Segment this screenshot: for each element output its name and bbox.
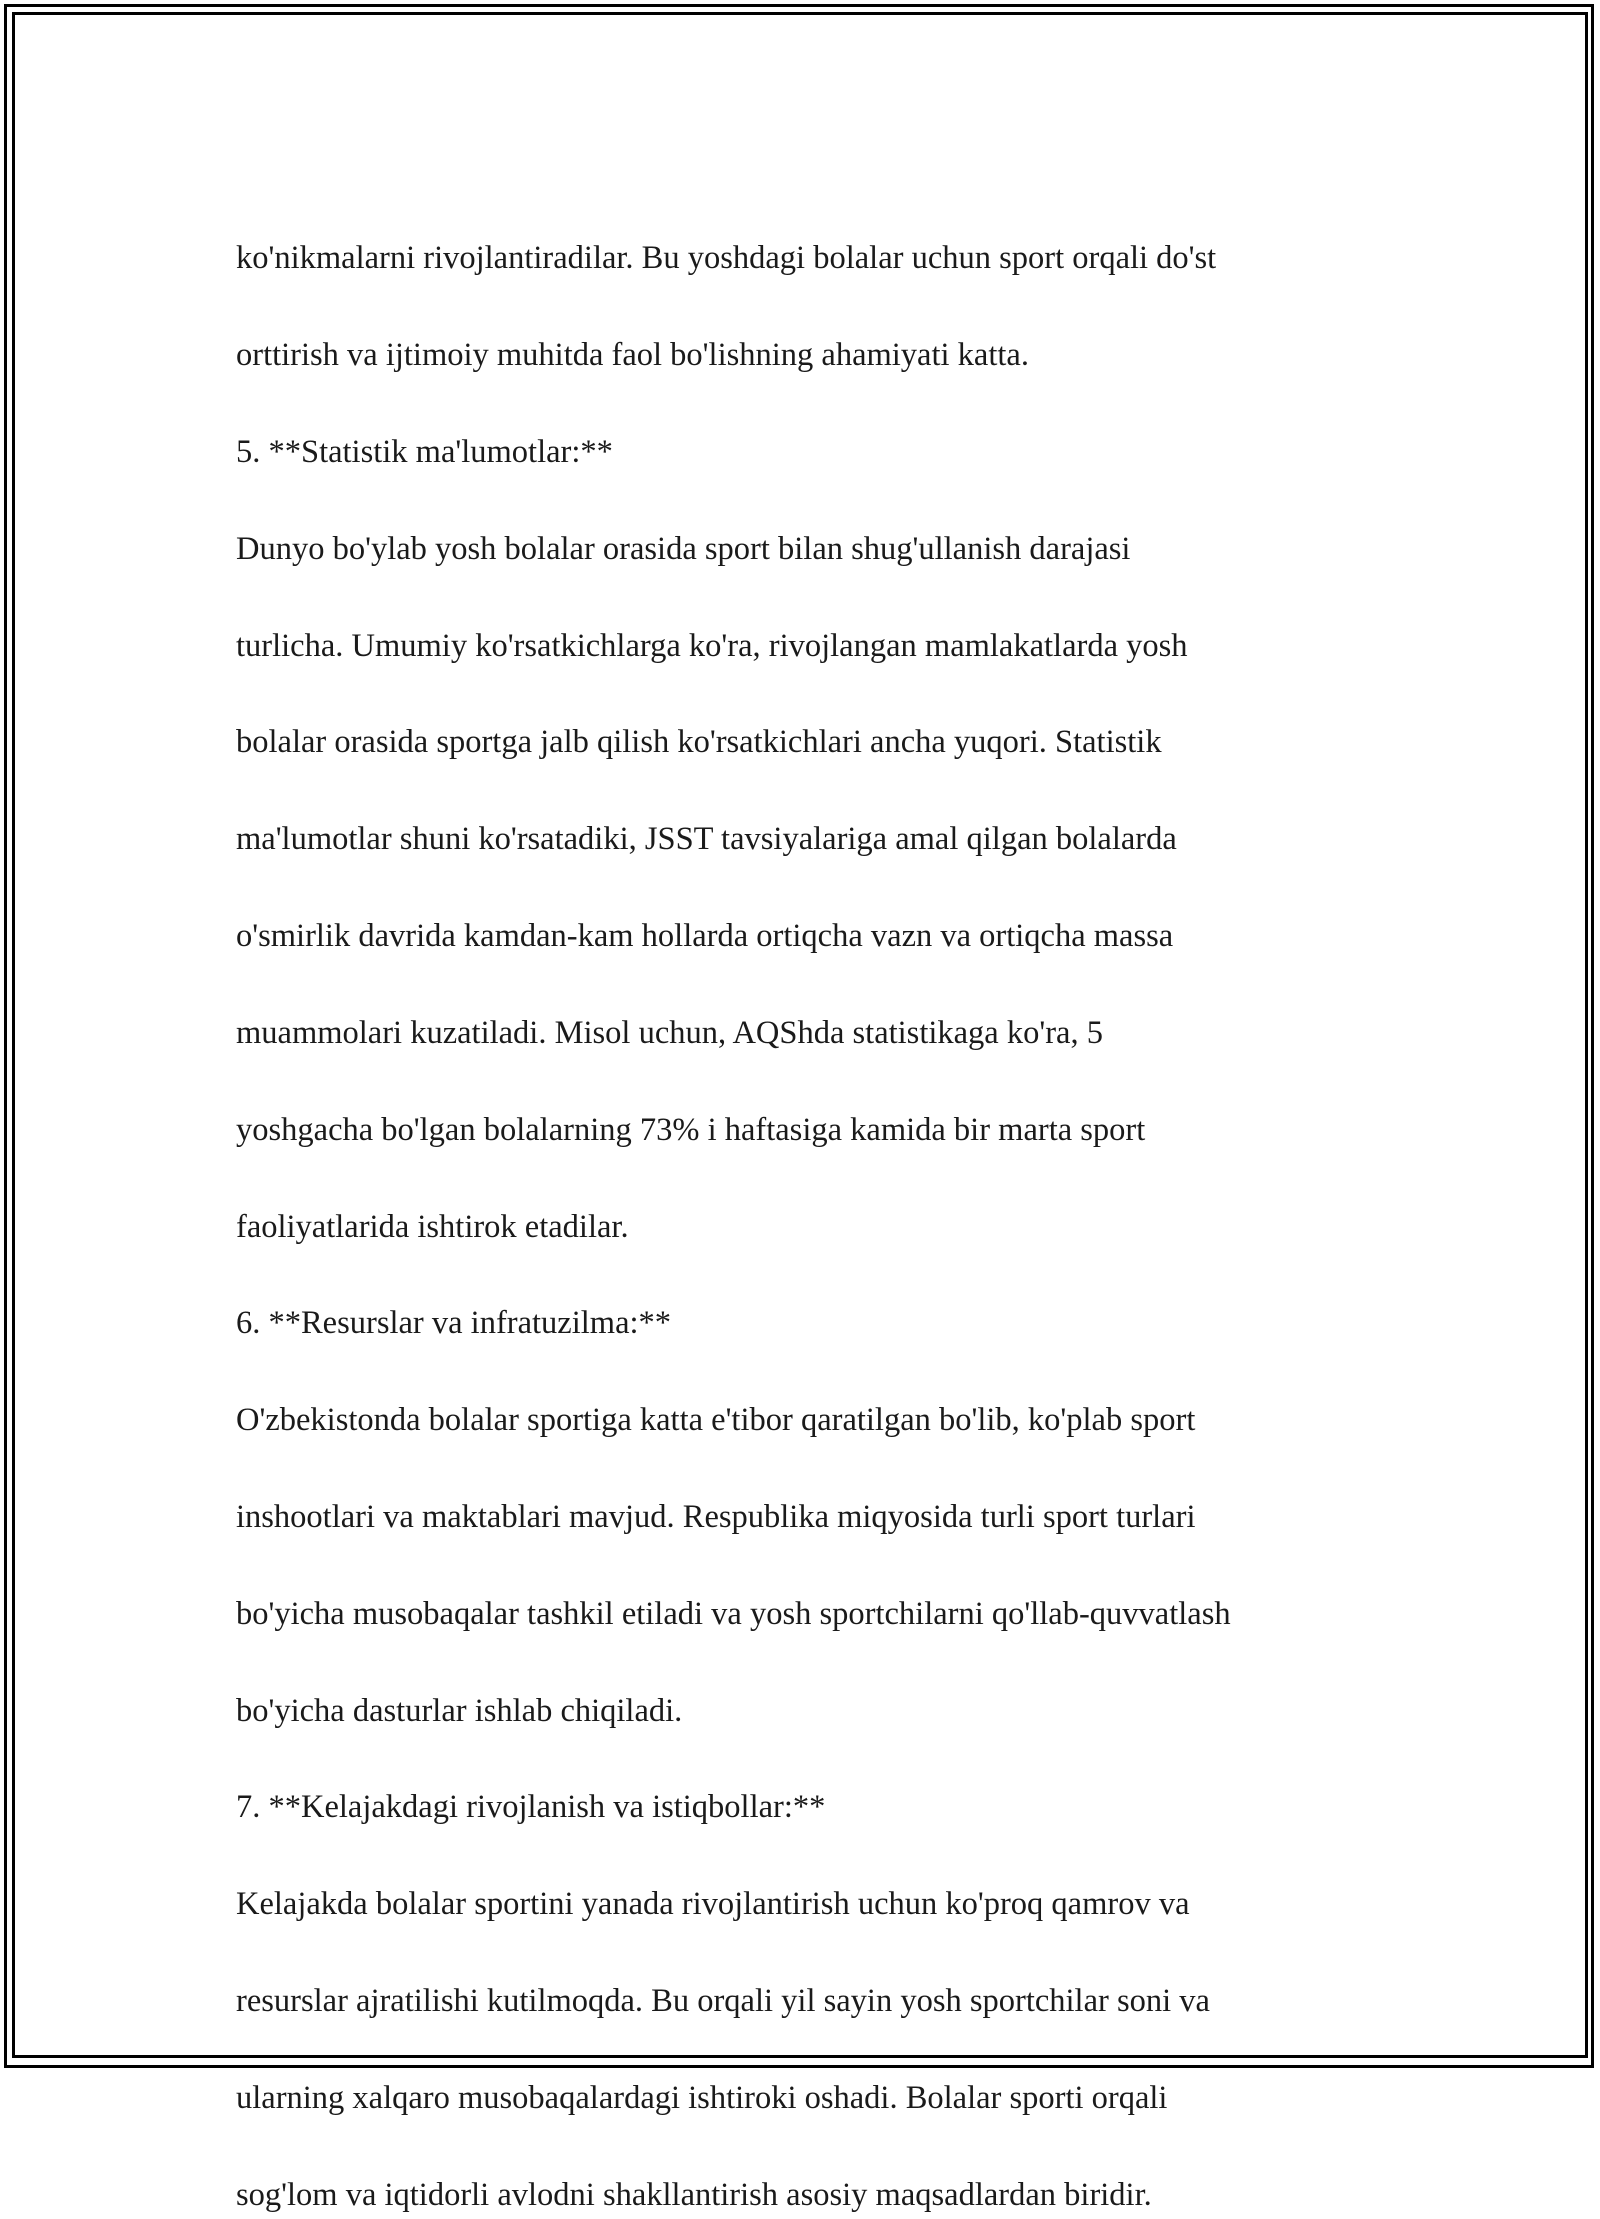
section-7-heading: 7. **Kelajakdagi rivojlanish va istiqbollar:** <box>236 1789 826 1826</box>
intro-line-1: ko'nikmalarni rivojlantiradilar. Bu yoshdagi bolalar uchun sport orqali do'st <box>236 240 1217 277</box>
section-6-body: O'zbekistonda bolalar sportiga katta e'tibor qaratilgan bo'lib, ko'plab sport inshootlari va maktablari mavjud. Respublika miqyosida turli sport turlari bo'yicha musobaqalar tashkil etiladi va yosh sportchilarni qo'llab-quvvatlash bo'yicha dasturlar ishlab chiqiladi. <box>236 1402 1231 1729</box>
section-7-body: Kelajakda bolalar sportini yanada rivojlantirish uchun ko'proq qamrov va resurslar ajratilishi kutilmoqda. Bu orqali yil sayin yosh sportchilar soni va ularning xalqaro musobaqalardagi ishtiroki oshadi. Bolalar sporti orqali sog'lom va iqtidorli avlodni shakllantirish asosiy maqsadlardan biridir. <box>236 1886 1210 2213</box>
section-5-body: Dunyo bo'ylab yosh bolalar orasida sport bilan shug'ullanish darajasi turlicha. Umumiy ko'rsatkichlarga ko'ra, rivojlangan mamlakatlarda yosh bolalar orasida sportga jalb qilish ko'rsatkichlari ancha yuqori. Statistik ma'lumotlar shuni ko'rsatadiki, JSST tavsiyalariga amal qilgan bolalarda o'smirlik davrida kamdan-kam hollarda ortiqcha vazn va ortiqcha massa muammolari kuzatiladi. Misol uchun, AQShda statistikaga ko'ra, 5 yoshgacha bo'lgan bolalarning 73% i haftasiga kamida bir marta sport faoliyatlarida ishtirok etadilar. <box>236 530 1188 1245</box>
document-body <box>236 186 1386 2219</box>
paragraph-gap <box>236 1735 1386 1783</box>
intro-paragraph <box>236 186 1386 380</box>
paragraph-gap <box>236 380 1386 428</box>
section-6-heading: 6. **Resurslar va infratuzilma:** <box>236 1305 672 1342</box>
section-5-heading: 5. **Statistik ma'lumotlar:** <box>236 434 613 471</box>
intro-line-2: orttirish va ijtimoiy muhitda faol bo'lishning ahamiyati katta. <box>236 337 1029 374</box>
paragraph-gap <box>236 1251 1386 1299</box>
